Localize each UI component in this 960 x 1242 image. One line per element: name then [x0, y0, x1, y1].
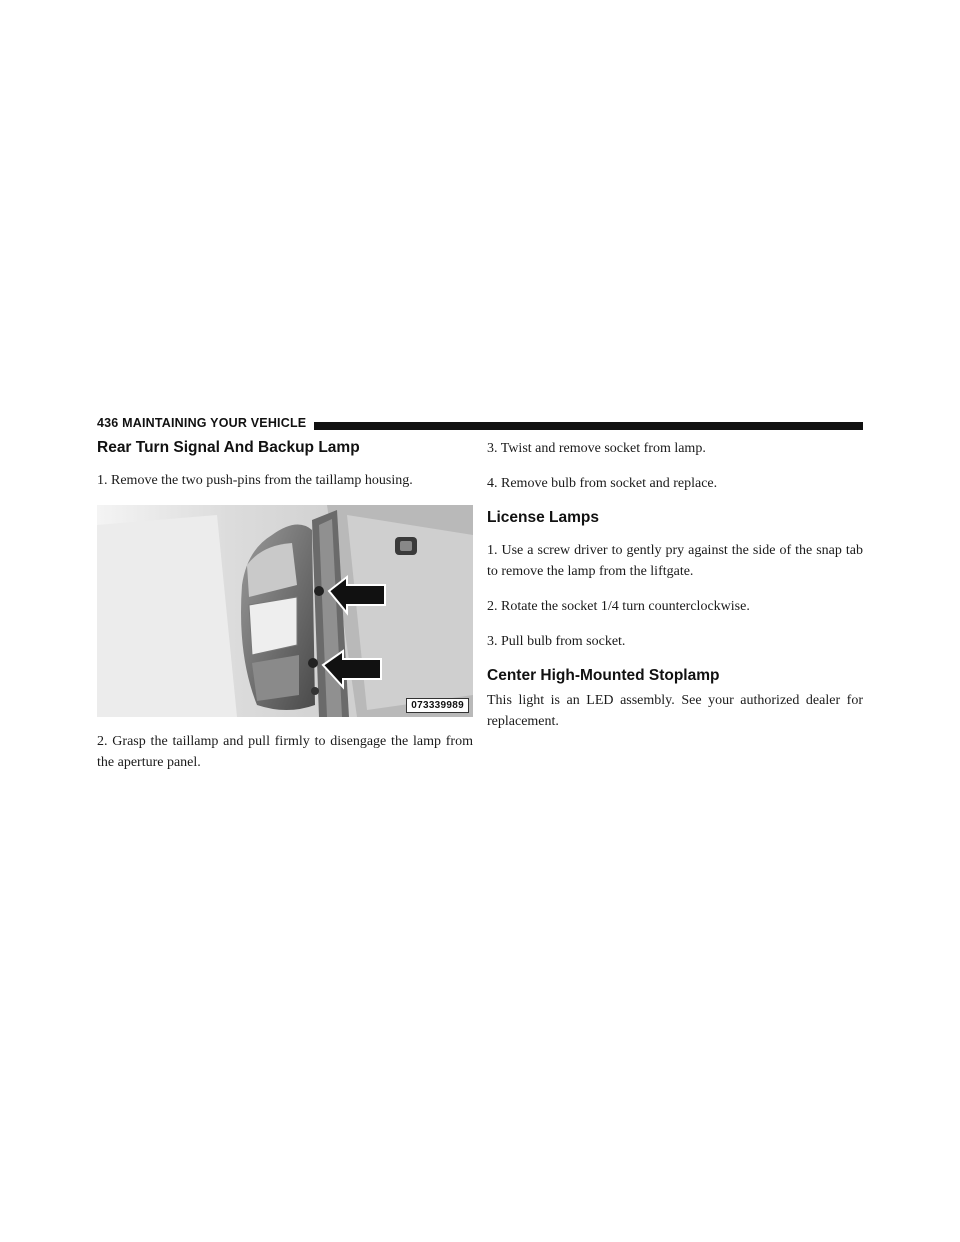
step-4-text: 4. Remove bulb from socket and replace.: [487, 476, 718, 491]
section-heading-license-lamps: License Lamps: [487, 509, 599, 526]
step-1-text: 1. Remove the two push-pins from the taillamp housing.: [97, 473, 413, 488]
page-header-text: 436 MAINTAINING YOUR VEHICLE: [97, 417, 314, 430]
license-step-1-text: 1. Use a screw driver to gently pry against the side of the snap tab to remove the lamp from the liftgate.: [487, 543, 863, 579]
stoplamp-text: This light is an LED assembly. See your authorized dealer for replacement.: [487, 693, 863, 729]
taillamp-illustration: [97, 505, 473, 717]
license-step-2-text: 2. Rotate the socket 1/4 turn counterclockwise.: [487, 599, 750, 614]
license-step-3-text: 3. Pull bulb from socket.: [487, 634, 626, 649]
step-3-text: 3. Twist and remove socket from lamp.: [487, 441, 706, 456]
right-column: [487, 438, 863, 738]
watermark: carmanualsonline.info: [716, 1208, 950, 1235]
left-column: [97, 438, 473, 787]
step-2-text: 2. Grasp the taillamp and pull firmly to disengage the lamp from the aperture panel.: [97, 734, 473, 770]
figure-code: 073339989: [406, 698, 469, 713]
section-heading-rear-turn-signal: Rear Turn Signal And Backup Lamp: [97, 439, 360, 456]
header-rule: [312, 422, 863, 430]
section-heading-stoplamp: Center High-Mounted Stoplamp: [487, 667, 720, 684]
taillamp-figure: [97, 505, 473, 717]
